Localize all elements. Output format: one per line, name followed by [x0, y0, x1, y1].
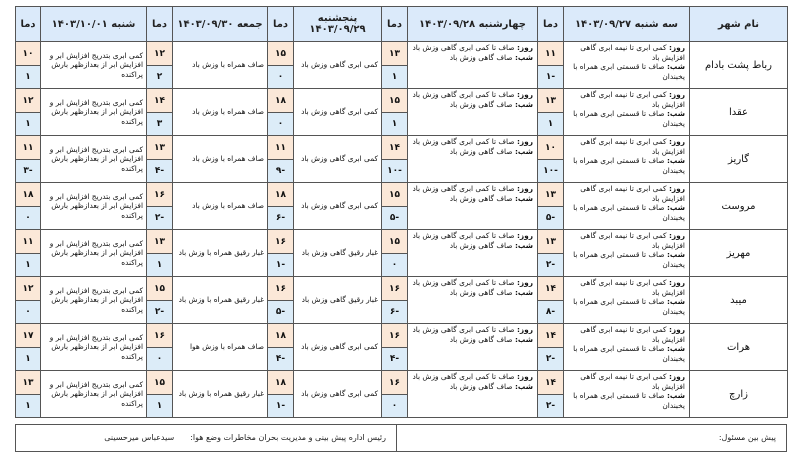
- forecast-d3: غبار رقیق گاهی وزش باد: [294, 277, 382, 324]
- forecast-d1: [564, 324, 690, 371]
- min-temp: -۶: [382, 301, 408, 324]
- forecast-d4: غبار رقیق همراه با وزش باد: [173, 277, 268, 324]
- forecaster-label: پیش بین مسئول:: [718, 433, 776, 442]
- day-text: صاف تا کمی ابری گاهی وزش باد: [412, 90, 515, 99]
- day-forecast: [412, 184, 533, 194]
- city-name: مهریز: [690, 230, 788, 277]
- day-forecast: [568, 184, 685, 203]
- night-text: صاف تا قسمتی ابری همراه با یخبندان: [573, 297, 685, 316]
- max-temp: ۱۳: [538, 89, 564, 113]
- header-temp: دما: [16, 7, 41, 42]
- max-temp: ۱۸: [268, 324, 294, 348]
- max-temp: ۱۸: [268, 183, 294, 207]
- city-row: [16, 89, 788, 113]
- city-row: [16, 230, 788, 254]
- day-label: روز:: [668, 231, 685, 240]
- night-forecast: [412, 53, 533, 63]
- max-temp: ۱۱: [16, 230, 41, 254]
- city-name: رباط پشت بادام: [690, 42, 788, 89]
- night-label: شب:: [514, 287, 533, 297]
- day-text: کمی ابری تا نیمه ابری گاهی افزایش باد: [580, 43, 685, 62]
- max-temp: ۱۱: [16, 136, 41, 160]
- min-temp: -۱: [538, 66, 564, 89]
- night-forecast: [412, 382, 533, 392]
- day-label: روز:: [516, 231, 533, 240]
- day-text: صاف تا کمی ابری گاهی وزش باد: [412, 372, 515, 381]
- night-text: صاف گاهی وزش باد: [449, 52, 513, 62]
- day-forecast: [412, 325, 533, 335]
- city-row: [16, 324, 788, 348]
- forecast-d3: کمی ابری گاهی وزش باد: [294, 89, 382, 136]
- day-text: کمی ابری تا نیمه ابری گاهی افزایش باد: [580, 278, 685, 297]
- min-temp: ۱: [382, 113, 408, 136]
- forecast-d4: صاف همراه با وزش باد: [173, 136, 268, 183]
- max-temp: ۱۴: [538, 277, 564, 301]
- head-title: رئیس اداره پیش بینی و مدیریت بحران مخاطرات وضع هوا:: [190, 433, 386, 442]
- min-temp: ۱: [16, 113, 41, 136]
- min-temp: -۴: [147, 160, 173, 183]
- max-temp: ۱۷: [16, 324, 41, 348]
- night-forecast: [412, 241, 533, 251]
- max-temp: ۱۰: [538, 136, 564, 160]
- day-label: روز:: [516, 372, 533, 381]
- forecast-d2: [408, 371, 538, 418]
- night-text: صاف گاهی وزش باد: [449, 146, 513, 156]
- night-text: صاف تا قسمتی ابری همراه با یخبندان: [573, 156, 685, 175]
- day-text: صاف تا کمی ابری گاهی وزش باد: [412, 231, 515, 240]
- night-forecast: [412, 288, 533, 298]
- day-label: روز:: [516, 137, 533, 146]
- forecast-d5: کمی ابری بتدریج افزایش ابر و افزایش ابر از بعدازظهر بارش پراکنده: [41, 136, 147, 183]
- min-temp: ۰: [268, 66, 294, 89]
- header-temp: دما: [382, 7, 408, 42]
- forecast-d3: غبار رقیق گاهی وزش باد: [294, 230, 382, 277]
- header-temp: دما: [268, 7, 294, 42]
- max-temp: ۱۶: [147, 324, 173, 348]
- max-temp: ۱۵: [382, 89, 408, 113]
- night-forecast: [568, 62, 685, 81]
- min-temp: -۵: [382, 207, 408, 230]
- day-forecast: [412, 278, 533, 288]
- min-temp: -۱: [268, 395, 294, 418]
- forecast-d1: [564, 42, 690, 89]
- head-cell: [16, 425, 396, 451]
- forecast-body: [16, 42, 788, 418]
- min-temp: -۴: [268, 348, 294, 371]
- night-forecast: [412, 147, 533, 157]
- min-temp: ۱: [147, 395, 173, 418]
- city-row: [16, 277, 788, 301]
- night-label: شب:: [666, 344, 685, 354]
- forecast-d4: صاف همراه با وزش باد: [173, 183, 268, 230]
- forecast-d4: غبار رقیق همراه با وزش باد: [173, 230, 268, 277]
- max-temp: ۱۳: [147, 136, 173, 160]
- forecast-d1: [564, 230, 690, 277]
- max-temp: ۱۵: [382, 230, 408, 254]
- night-forecast: [412, 335, 533, 345]
- min-temp: ۲: [147, 66, 173, 89]
- day-label: روز:: [668, 184, 685, 193]
- header-day5: شنبه ۱۴۰۳/۱۰/۰۱: [41, 7, 147, 42]
- min-temp: -۲: [147, 207, 173, 230]
- day-forecast: [568, 90, 685, 109]
- day-label: روز:: [668, 325, 685, 334]
- day-label: روز:: [668, 278, 685, 287]
- day-label: روز:: [516, 43, 533, 52]
- night-label: شب:: [514, 99, 533, 109]
- max-temp: ۱۵: [147, 277, 173, 301]
- day-label: روز:: [668, 43, 685, 52]
- max-temp: ۱۶: [147, 183, 173, 207]
- min-temp: ۱: [16, 395, 41, 418]
- min-temp: -۶: [268, 207, 294, 230]
- day-forecast: [412, 137, 533, 147]
- min-temp: -۴: [382, 348, 408, 371]
- forecast-d2: [408, 230, 538, 277]
- min-temp: ۱: [147, 254, 173, 277]
- day-forecast: [568, 231, 685, 250]
- forecast-d2: [408, 42, 538, 89]
- night-forecast: [568, 297, 685, 316]
- header-day1: سه شنبه ۱۴۰۳/۰۹/۲۷: [564, 7, 690, 42]
- night-forecast: [568, 109, 685, 128]
- forecast-d4: صاف همراه با وزش هوا: [173, 324, 268, 371]
- forecast-d5: کمی ابری بتدریج افزایش ابر و افزایش ابر از بعدازظهر بارش پراکنده: [41, 324, 147, 371]
- night-text: صاف گاهی وزش باد: [449, 287, 513, 297]
- day-label: روز:: [516, 184, 533, 193]
- max-temp: ۱۳: [538, 183, 564, 207]
- forecast-d2: [408, 136, 538, 183]
- city-name: گاریز: [690, 136, 788, 183]
- forecast-d2: [408, 277, 538, 324]
- night-label: شب:: [514, 52, 533, 62]
- min-temp: ۰: [16, 301, 41, 324]
- day-forecast: [568, 137, 685, 156]
- max-temp: ۱۵: [147, 371, 173, 395]
- max-temp: ۱۲: [16, 89, 41, 113]
- day-label: روز:: [516, 90, 533, 99]
- day-text: کمی ابری تا نیمه ابری گاهی افزایش باد: [580, 231, 685, 250]
- min-temp: -۱: [268, 254, 294, 277]
- night-text: صاف تا قسمتی ابری همراه با یخبندان: [573, 250, 685, 269]
- day-forecast: [412, 90, 533, 100]
- max-temp: ۱۶: [268, 277, 294, 301]
- header-day4: جمعه ۱۴۰۳/۰۹/۳۰: [173, 7, 268, 42]
- header-temp: دما: [538, 7, 564, 42]
- min-temp: -۲: [147, 301, 173, 324]
- night-label: شب:: [514, 240, 533, 250]
- forecast-d2: [408, 324, 538, 371]
- max-temp: ۱۶: [268, 230, 294, 254]
- forecast-d3: کمی ابری گاهی وزش باد: [294, 183, 382, 230]
- day-forecast: [412, 43, 533, 53]
- max-temp: ۱۴: [147, 89, 173, 113]
- forecast-d1: [564, 136, 690, 183]
- forecast-d5: کمی ابری بتدریج افزایش ابر و افزایش ابر از بعدازظهر بارش پراکنده: [41, 230, 147, 277]
- header-city: نام شهر: [690, 7, 788, 42]
- min-temp: ۱: [382, 66, 408, 89]
- head-name: سیدعباس میرحسینی: [104, 433, 175, 442]
- min-temp: ۱: [16, 348, 41, 371]
- min-temp: ۱: [16, 254, 41, 277]
- forecast-d3: کمی ابری گاهی وزش باد: [294, 42, 382, 89]
- max-temp: ۱۴: [382, 136, 408, 160]
- night-forecast: [568, 156, 685, 175]
- forecast-d4: صاف همراه با وزش باد: [173, 42, 268, 89]
- night-label: شب:: [514, 193, 533, 203]
- max-temp: ۱۵: [268, 42, 294, 66]
- footer: [15, 424, 787, 452]
- max-temp: ۱۲: [16, 277, 41, 301]
- night-forecast: [568, 391, 685, 410]
- max-temp: ۱۸: [268, 89, 294, 113]
- max-temp: ۱۸: [16, 183, 41, 207]
- night-text: صاف گاهی وزش باد: [449, 334, 513, 344]
- forecast-d1: [564, 371, 690, 418]
- min-temp: -۲: [538, 395, 564, 418]
- night-label: شب:: [666, 156, 685, 166]
- city-row: [16, 42, 788, 66]
- min-temp: ۰: [16, 207, 41, 230]
- day-label: روز:: [668, 372, 685, 381]
- forecast-d2: [408, 89, 538, 136]
- forecast-table: [15, 6, 788, 418]
- city-row: [16, 371, 788, 395]
- max-temp: ۱۶: [382, 277, 408, 301]
- forecast-d3: کمی ابری گاهی وزش باد: [294, 136, 382, 183]
- night-text: صاف گاهی وزش باد: [449, 381, 513, 391]
- forecast-d4: غبار رقیق همراه با وزش باد: [173, 371, 268, 418]
- max-temp: ۱۶: [382, 371, 408, 395]
- forecast-d3: کمی ابری گاهی وزش باد: [294, 324, 382, 371]
- max-temp: ۱۰: [16, 42, 41, 66]
- day-forecast: [568, 325, 685, 344]
- night-label: شب:: [514, 381, 533, 391]
- night-forecast: [412, 194, 533, 204]
- day-text: صاف تا کمی ابری گاهی وزش باد: [412, 278, 515, 287]
- day-forecast: [568, 43, 685, 62]
- day-forecast: [412, 231, 533, 241]
- night-forecast: [568, 250, 685, 269]
- min-temp: ۰: [382, 254, 408, 277]
- forecaster-cell: [396, 425, 786, 451]
- day-label: روز:: [668, 137, 685, 146]
- day-text: صاف تا کمی ابری گاهی وزش باد: [412, 325, 515, 334]
- header-row: [16, 7, 788, 42]
- max-temp: ۱۸: [268, 371, 294, 395]
- night-text: صاف گاهی وزش باد: [449, 193, 513, 203]
- min-temp: -۹: [268, 160, 294, 183]
- night-text: صاف گاهی وزش باد: [449, 240, 513, 250]
- day-label: روز:: [516, 278, 533, 287]
- city-name: مروست: [690, 183, 788, 230]
- forecast-d5: کمی ابری بتدریج افزایش ابر و افزایش ابر از بعدازظهر بارش پراکنده: [41, 277, 147, 324]
- night-forecast: [412, 100, 533, 110]
- night-label: شب:: [666, 109, 685, 119]
- day-forecast: [568, 278, 685, 297]
- min-temp: ۰: [268, 113, 294, 136]
- night-text: صاف تا قسمتی ابری همراه با یخبندان: [573, 203, 685, 222]
- day-text: کمی ابری تا نیمه ابری گاهی افزایش باد: [580, 325, 685, 344]
- min-temp: -۱۰: [538, 160, 564, 183]
- min-temp: ۳: [147, 113, 173, 136]
- night-label: شب:: [666, 391, 685, 401]
- min-temp: -۵: [538, 207, 564, 230]
- night-label: شب:: [514, 146, 533, 156]
- night-label: شب:: [666, 297, 685, 307]
- night-label: شب:: [666, 203, 685, 213]
- min-temp: -۲: [538, 348, 564, 371]
- city-name: میبد: [690, 277, 788, 324]
- min-temp: ۰: [147, 348, 173, 371]
- max-temp: ۱۳: [147, 230, 173, 254]
- city-name: زارچ: [690, 371, 788, 418]
- forecast-d1: [564, 183, 690, 230]
- night-label: شب:: [514, 334, 533, 344]
- day-text: صاف تا کمی ابری گاهی وزش باد: [412, 184, 515, 193]
- min-temp: -۲: [538, 254, 564, 277]
- max-temp: ۱۳: [538, 230, 564, 254]
- forecast-d5: کمی ابری بتدریج افزایش ابر و افزایش ابر از بعدازظهر بارش پراکنده: [41, 42, 147, 89]
- night-forecast: [568, 203, 685, 222]
- forecast-d4: صاف همراه با وزش باد: [173, 89, 268, 136]
- min-temp: -۳: [16, 160, 41, 183]
- min-temp: ۱: [538, 113, 564, 136]
- city-row: [16, 183, 788, 207]
- night-forecast: [568, 344, 685, 363]
- max-temp: ۱۱: [268, 136, 294, 160]
- forecast-d2: [408, 183, 538, 230]
- forecast-d1: [564, 277, 690, 324]
- day-forecast: [412, 372, 533, 382]
- forecast-d1: [564, 89, 690, 136]
- city-name: هرات: [690, 324, 788, 371]
- max-temp: ۱۶: [382, 324, 408, 348]
- day-forecast: [568, 372, 685, 391]
- day-text: صاف تا کمی ابری گاهی وزش باد: [412, 137, 515, 146]
- forecast-sheet: [15, 6, 787, 452]
- min-temp: ۱: [16, 66, 41, 89]
- day-text: کمی ابری تا نیمه ابری گاهی افزایش باد: [580, 90, 685, 109]
- day-label: روز:: [668, 90, 685, 99]
- min-temp: ۰: [382, 395, 408, 418]
- night-text: صاف تا قسمتی ابری همراه با یخبندان: [573, 62, 685, 81]
- forecast-d5: کمی ابری بتدریج افزایش ابر و افزایش ابر از بعدازظهر بارش پراکنده: [41, 371, 147, 418]
- max-temp: ۱۳: [16, 371, 41, 395]
- max-temp: ۱۱: [538, 42, 564, 66]
- header-day2: چهارشنبه ۱۴۰۳/۰۹/۲۸: [408, 7, 538, 42]
- city-row: [16, 136, 788, 160]
- night-text: صاف تا قسمتی ابری همراه با یخبندان: [573, 391, 685, 410]
- forecast-d5: کمی ابری بتدریج افزایش ابر و افزایش ابر از بعدازظهر بارش پراکنده: [41, 183, 147, 230]
- min-temp: -۱۰: [382, 160, 408, 183]
- min-temp: -۵: [268, 301, 294, 324]
- max-temp: ۱۴: [538, 371, 564, 395]
- max-temp: ۱۲: [147, 42, 173, 66]
- header-day3: پنجشنبه ۱۴۰۳/۰۹/۲۹: [294, 7, 382, 42]
- city-name: عقدا: [690, 89, 788, 136]
- header-temp: دما: [147, 7, 173, 42]
- day-label: روز:: [516, 325, 533, 334]
- forecast-d3: کمی ابری گاهی وزش باد: [294, 371, 382, 418]
- min-temp: -۸: [538, 301, 564, 324]
- day-text: کمی ابری تا نیمه ابری گاهی افزایش باد: [580, 372, 685, 391]
- night-text: صاف تا قسمتی ابری همراه با یخبندان: [573, 109, 685, 128]
- max-temp: ۱۴: [538, 324, 564, 348]
- forecast-d5: کمی ابری بتدریج افزایش ابر و افزایش ابر از بعدازظهر بارش پراکنده: [41, 89, 147, 136]
- night-text: صاف گاهی وزش باد: [449, 99, 513, 109]
- day-text: کمی ابری تا نیمه ابری گاهی افزایش باد: [580, 184, 685, 203]
- max-temp: ۱۳: [382, 42, 408, 66]
- max-temp: ۱۵: [382, 183, 408, 207]
- night-text: صاف تا قسمتی ابری همراه با یخبندان: [573, 344, 685, 363]
- day-text: صاف تا کمی ابری گاهی وزش باد: [412, 43, 515, 52]
- night-label: شب:: [666, 250, 685, 260]
- day-text: کمی ابری تا نیمه ابری گاهی افزایش باد: [580, 137, 685, 156]
- night-label: شب:: [666, 62, 685, 72]
